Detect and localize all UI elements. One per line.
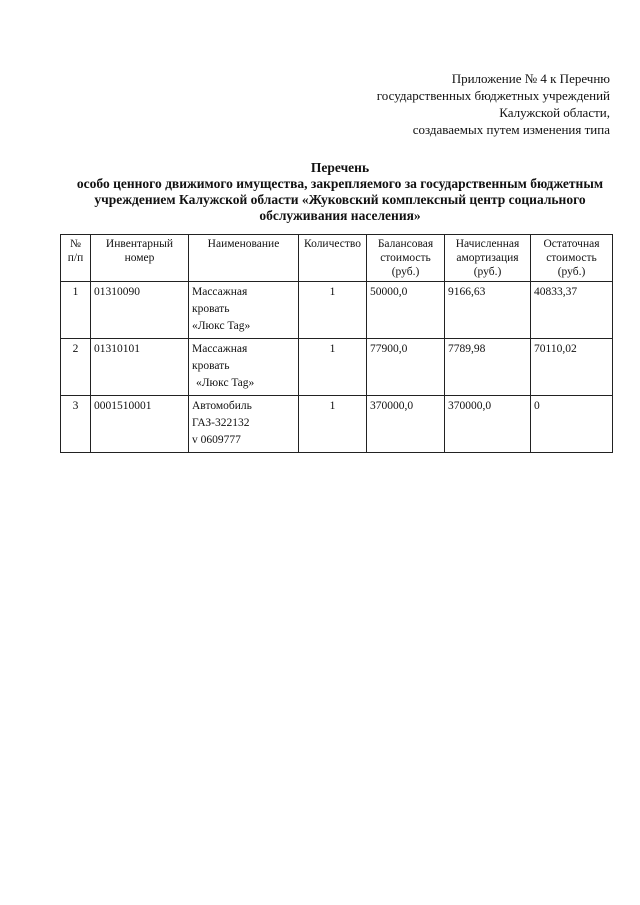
cell-quantity: 1 <box>299 396 367 453</box>
title-line: Перечень <box>310 160 370 175</box>
title-line: учреждением Калужской области «Жуковский комплексный центр социального <box>94 192 586 207</box>
cell-amortization: 370000,0 <box>445 396 531 453</box>
header-amortization: Начисленная амортизация (руб.) <box>445 235 531 282</box>
header-inventory-number: Инвентарный номер <box>91 235 189 282</box>
cell-name: Массажная кровать «Люкс Tag» <box>189 282 299 339</box>
cell-number: 3 <box>61 396 91 453</box>
cell-residual: 0 <box>531 396 613 453</box>
appendix-line: создаваемых путем изменения типа <box>412 122 610 137</box>
header-residual-value: Остаточная стоимость (руб.) <box>531 235 613 282</box>
cell-name: Автомобиль ГАЗ-322132 v 0609777 <box>189 396 299 453</box>
cell-quantity: 1 <box>299 339 367 396</box>
cell-inventory: 01310101 <box>91 339 189 396</box>
cell-balance: 50000,0 <box>367 282 445 339</box>
title-line: обслуживания населения» <box>259 208 421 223</box>
appendix-note <box>280 70 610 138</box>
table-row <box>61 339 613 396</box>
header-name: Наименование <box>189 235 299 282</box>
cell-amortization: 9166,63 <box>445 282 531 339</box>
header-number: № п/п <box>61 235 91 282</box>
appendix-line: Приложение № 4 к Перечню <box>451 71 610 86</box>
cell-inventory: 01310090 <box>91 282 189 339</box>
appendix-line: Калужской области, <box>499 105 610 120</box>
header-balance-value: Балансовая стоимость (руб.) <box>367 235 445 282</box>
title-line: особо ценного движимого имущества, закрепляемого за государственным бюджетным <box>76 176 604 191</box>
cell-name: Массажная кровать «Люкс Tag» <box>189 339 299 396</box>
cell-balance: 77900,0 <box>367 339 445 396</box>
cell-number: 2 <box>61 339 91 396</box>
cell-balance: 370000,0 <box>367 396 445 453</box>
cell-residual: 40833,37 <box>531 282 613 339</box>
property-table <box>60 234 613 453</box>
document-title <box>40 160 640 224</box>
cell-inventory: 0001510001 <box>91 396 189 453</box>
cell-amortization: 7789,98 <box>445 339 531 396</box>
cell-residual: 70110,02 <box>531 339 613 396</box>
table-row <box>61 282 613 339</box>
table-row <box>61 396 613 453</box>
header-quantity: Количество <box>299 235 367 282</box>
cell-number: 1 <box>61 282 91 339</box>
cell-quantity: 1 <box>299 282 367 339</box>
table-header-row <box>61 235 613 282</box>
appendix-line: государственных бюджетных учреждений <box>376 88 610 103</box>
